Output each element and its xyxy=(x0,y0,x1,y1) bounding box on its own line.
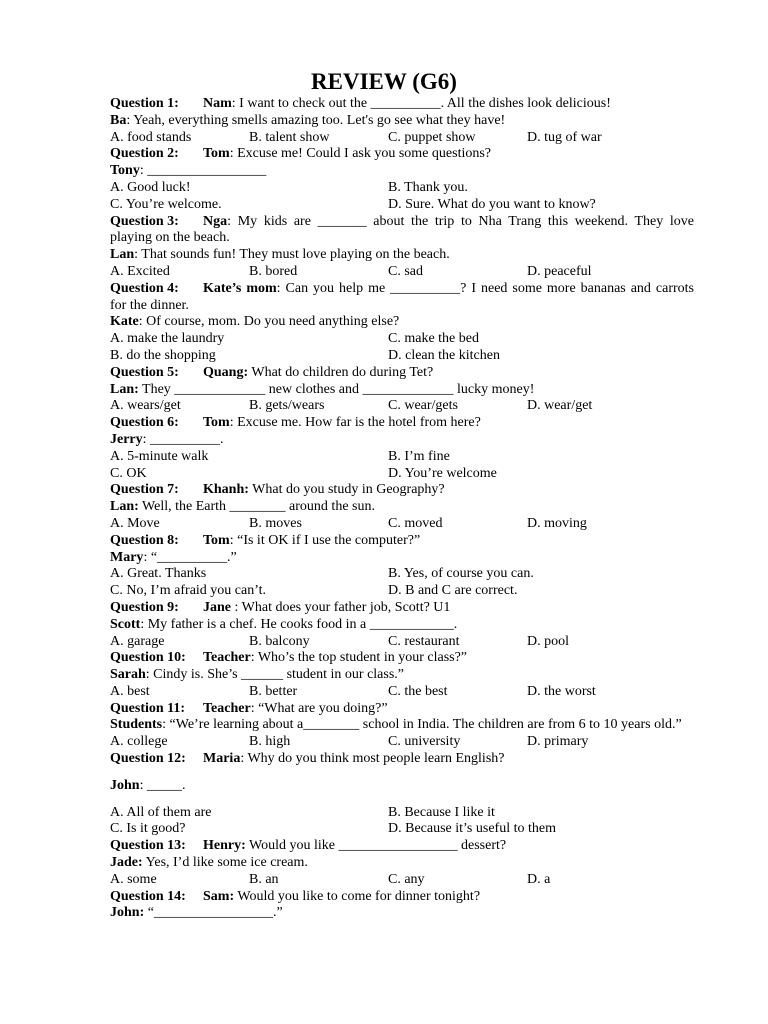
question-number: Question 9: xyxy=(110,599,179,615)
prompt-text: : Excuse me. How far is the hotel from here? xyxy=(229,415,481,431)
answer-option[interactable]: A. Great. Thanks xyxy=(110,566,207,582)
speaker-name: Kate xyxy=(110,314,139,330)
reply-text: : __________. xyxy=(142,431,224,447)
answer-option[interactable]: C. make the bed xyxy=(388,331,479,347)
answer-option[interactable]: A. All of them are xyxy=(110,804,212,820)
answer-option[interactable]: B. gets/wears xyxy=(249,398,325,414)
question-number: Question 11: xyxy=(110,700,186,716)
speaker-name: Tony xyxy=(110,163,140,179)
question-1-options xyxy=(110,130,694,147)
question-9-prompt xyxy=(110,600,694,617)
speaker-name: Khanh: xyxy=(203,482,249,498)
reply-text: : “We’re learning about a________ school in India. The children are from 6 to 10 years old.” xyxy=(162,717,682,733)
question-5-options xyxy=(110,398,694,415)
question-12-prompt xyxy=(110,751,694,768)
spacer xyxy=(110,795,694,805)
question-8-reply xyxy=(110,550,694,567)
answer-option[interactable]: A. college xyxy=(110,734,168,750)
answer-option[interactable]: D. You’re welcome xyxy=(388,465,497,481)
reply-text: Yes, I’d like some ice cream. xyxy=(142,855,308,871)
answer-option[interactable]: B. Because I like it xyxy=(388,804,495,820)
question-6-options-row2 xyxy=(110,466,694,483)
speaker-name: Jade: xyxy=(110,855,143,871)
question-number: Question 6: xyxy=(110,415,179,431)
question-8-options-row1 xyxy=(110,566,694,583)
question-13-prompt xyxy=(110,838,694,855)
speaker-name: Sarah xyxy=(110,667,146,683)
question-11-options xyxy=(110,734,694,751)
reply-text: : My father is a chef. He cooks food in a ____________. xyxy=(140,616,458,632)
speaker-name: Henry: xyxy=(203,838,246,854)
answer-option[interactable]: D. clean the kitchen xyxy=(388,347,500,363)
speaker-name: Tom xyxy=(203,532,230,548)
question-4-options-row2 xyxy=(110,348,694,365)
prompt-text: Would you like to come for dinner tonight? xyxy=(234,888,481,904)
answer-option[interactable]: B. high xyxy=(249,734,291,750)
answer-option[interactable]: C. OK xyxy=(110,465,147,481)
answer-option[interactable]: C. university xyxy=(388,734,461,750)
question-14-prompt xyxy=(110,889,694,906)
question-2-prompt xyxy=(110,146,694,163)
reply-text: “_________________.” xyxy=(144,905,283,921)
answer-option[interactable]: D. tug of war xyxy=(527,129,602,145)
question-4-options-row1 xyxy=(110,331,694,348)
speaker-name: Lan: xyxy=(110,381,139,397)
question-7-options xyxy=(110,516,694,533)
question-number: Question 14: xyxy=(110,888,186,904)
reply-text: Well, the Earth ________ around the sun. xyxy=(138,499,375,515)
question-2-options-row1 xyxy=(110,180,694,197)
reply-text: : Yeah, everything smells amazing too. Let's go see what they have! xyxy=(126,112,506,128)
question-list xyxy=(110,96,694,922)
question-number: Question 1: xyxy=(110,96,179,111)
speaker-name: Ba xyxy=(110,112,127,128)
question-6-reply xyxy=(110,432,694,449)
speaker-name: Tom xyxy=(203,415,230,431)
reply-text: : _________________ xyxy=(139,163,267,179)
question-number: Question 12: xyxy=(110,751,186,767)
answer-option[interactable]: B. talent show xyxy=(249,129,330,145)
prompt-text: Would you like _________________ dessert? xyxy=(245,838,507,854)
reply-text: : Of course, mom. Do you need anything else? xyxy=(138,314,400,330)
prompt-text: : “What are you doing?” xyxy=(250,700,388,716)
answer-option[interactable]: A. Good luck! xyxy=(110,179,191,195)
question-4-reply xyxy=(110,314,694,331)
answer-option[interactable]: D. the worst xyxy=(527,683,596,699)
question-1-prompt xyxy=(110,96,694,113)
question-number: Question 7: xyxy=(110,482,179,498)
answer-option[interactable]: A. Excited xyxy=(110,263,170,279)
speaker-name: John: xyxy=(110,905,145,921)
question-10-reply xyxy=(110,667,694,684)
question-3-prompt xyxy=(110,214,694,248)
speaker-name: Sam: xyxy=(203,888,235,904)
question-13-options xyxy=(110,872,694,889)
question-5-prompt xyxy=(110,365,694,382)
question-5-reply xyxy=(110,382,694,399)
answer-option[interactable]: A. best xyxy=(110,683,150,699)
question-2-reply xyxy=(110,163,694,180)
question-9-reply xyxy=(110,617,694,634)
question-11-reply xyxy=(110,717,694,734)
answer-option[interactable]: C. wear/gets xyxy=(388,398,458,414)
prompt-text: : Can you help me __________? I need some more bananas and carrots for the dinner. xyxy=(110,280,694,313)
reply-text: : “__________.” xyxy=(143,549,237,565)
prompt-text: What do children do during Tet? xyxy=(248,364,434,380)
answer-option[interactable]: B. do the shopping xyxy=(110,347,216,363)
reply-text: : _____. xyxy=(139,777,186,793)
question-12-reply xyxy=(110,778,694,795)
page-title: REVIEW (G6) xyxy=(311,69,457,94)
speaker-name: Teacher xyxy=(203,650,251,666)
prompt-text: : Excuse me! Could I ask you some questions? xyxy=(229,146,492,162)
question-11-prompt xyxy=(110,701,694,718)
answer-option[interactable]: A. food stands xyxy=(110,129,192,145)
answer-option[interactable]: A. 5-minute walk xyxy=(110,448,209,464)
answer-option[interactable]: D. moving xyxy=(527,515,587,531)
answer-option[interactable]: B. an xyxy=(249,871,279,887)
prompt-text: What do you study in Geography? xyxy=(248,482,445,498)
speaker-name: Nam xyxy=(203,96,232,111)
question-12-options-row1 xyxy=(110,805,694,822)
answer-option[interactable]: C. Is it good? xyxy=(110,821,186,837)
question-10-options xyxy=(110,684,694,701)
answer-option[interactable]: D. Because it’s useful to them xyxy=(388,821,556,837)
answer-option[interactable]: D. peaceful xyxy=(527,263,592,279)
answer-option[interactable]: C. You’re welcome. xyxy=(110,196,222,212)
speaker-name: Nga xyxy=(203,213,228,229)
answer-option[interactable]: D. Sure. What do you want to know? xyxy=(388,196,596,212)
answer-option[interactable]: C. any xyxy=(388,871,425,887)
question-7-prompt xyxy=(110,482,694,499)
answer-option[interactable]: B. balcony xyxy=(249,633,310,649)
prompt-text: : “Is it OK if I use the computer?” xyxy=(229,532,421,548)
question-number: Question 5: xyxy=(110,364,179,380)
answer-option[interactable]: C. No, I’m afraid you can’t. xyxy=(110,583,267,599)
speaker-name: Tom xyxy=(203,146,230,162)
answer-option[interactable]: B. I’m fine xyxy=(388,448,450,464)
spacer xyxy=(110,768,694,778)
answer-option[interactable]: D. pool xyxy=(527,633,569,649)
reply-text: : Cindy is. She’s ______ student in our class.” xyxy=(145,667,405,683)
reply-text: : That sounds fun! They must love playing on the beach. xyxy=(134,247,450,263)
question-10-prompt xyxy=(110,650,694,667)
question-number: Question 10: xyxy=(110,650,186,666)
answer-option[interactable]: A. garage xyxy=(110,633,165,649)
question-12-options-row2 xyxy=(110,821,694,838)
speaker-name: Jane xyxy=(203,599,231,615)
answer-option[interactable]: A. make the laundry xyxy=(110,331,225,347)
speaker-name: Quang: xyxy=(203,364,249,380)
answer-option[interactable]: B. Yes, of course you can. xyxy=(388,566,534,582)
answer-option[interactable]: C. sad xyxy=(388,263,423,279)
prompt-text: : What does your father job, Scott? U1 xyxy=(231,599,451,615)
answer-option[interactable]: D. B and C are correct. xyxy=(388,583,518,599)
question-8-options-row2 xyxy=(110,583,694,600)
question-3-reply xyxy=(110,247,694,264)
prompt-text: : I want to check out the __________. All the dishes look delicious! xyxy=(231,96,611,111)
question-4-prompt xyxy=(110,281,694,315)
prompt-text: : My kids are _______ about the trip to Nha Trang this weekend. They love playing on the beach. xyxy=(110,213,694,246)
question-9-options xyxy=(110,634,694,651)
answer-option[interactable]: C. restaurant xyxy=(388,633,460,649)
answer-option[interactable]: A. Move xyxy=(110,515,160,531)
question-8-prompt xyxy=(110,533,694,550)
question-number: Question 4: xyxy=(110,280,179,296)
speaker-name: Mary xyxy=(110,549,144,565)
question-7-reply xyxy=(110,499,694,516)
answer-option[interactable]: B. Thank you. xyxy=(388,179,468,195)
question-14-reply xyxy=(110,905,694,922)
answer-option[interactable]: D. wear/get xyxy=(527,398,593,414)
prompt-text: : Who’s the top student in your class?” xyxy=(250,650,468,666)
answer-option[interactable]: B. better xyxy=(249,683,298,699)
speaker-name: Kate’s mom xyxy=(203,280,277,296)
answer-option[interactable]: A. some xyxy=(110,871,157,887)
question-6-prompt xyxy=(110,415,694,432)
answer-option[interactable]: C. puppet show xyxy=(388,129,476,145)
speaker-name: John xyxy=(110,777,140,793)
question-2-options-row2 xyxy=(110,197,694,214)
prompt-text: : Why do you think most people learn English? xyxy=(240,751,505,767)
question-13-reply xyxy=(110,855,694,872)
speaker-name: Lan: xyxy=(110,499,139,515)
answer-option[interactable]: C. the best xyxy=(388,683,448,699)
answer-option[interactable]: B. moves xyxy=(249,515,302,531)
question-3-options xyxy=(110,264,694,281)
reply-text: They _____________ new clothes and _____________ lucky money! xyxy=(138,381,535,397)
speaker-name: Scott xyxy=(110,616,141,632)
question-6-options-row1 xyxy=(110,449,694,466)
question-number: Question 3: xyxy=(110,213,179,229)
answer-option[interactable]: D. primary xyxy=(527,734,589,750)
speaker-name: Lan xyxy=(110,247,135,263)
question-number: Question 13: xyxy=(110,838,186,854)
speaker-name: Maria xyxy=(203,751,241,767)
question-number: Question 2: xyxy=(110,146,179,162)
answer-option[interactable]: D. a xyxy=(527,871,551,887)
speaker-name: Students xyxy=(110,717,163,733)
answer-option[interactable]: B. bored xyxy=(249,263,298,279)
question-number: Question 8: xyxy=(110,532,179,548)
answer-option[interactable]: A. wears/get xyxy=(110,398,181,414)
answer-option[interactable]: C. moved xyxy=(388,515,443,531)
speaker-name: Teacher xyxy=(203,700,251,716)
question-1-reply xyxy=(110,113,694,130)
speaker-name: Jerry xyxy=(110,431,143,447)
